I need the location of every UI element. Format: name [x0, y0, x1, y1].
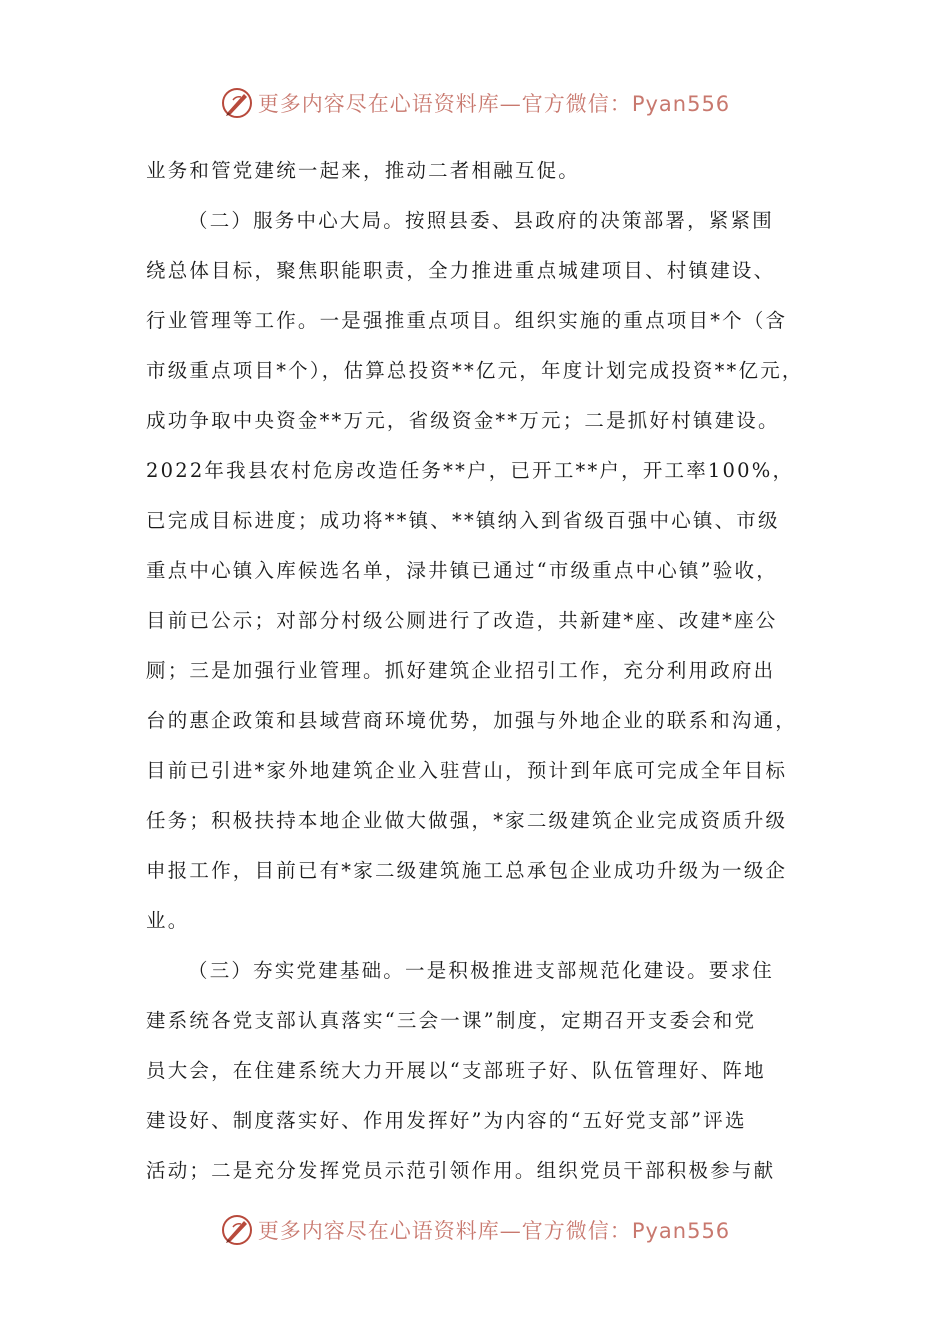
footer-watermark — [0, 1210, 950, 1250]
text-line: 台的惠企政策和县域营商环境优势，加强与外地企业的联系和沟通， — [146, 709, 798, 732]
text-line: 目前已公示；对部分村级公厕进行了改造，共新建*座、改建*座公 — [146, 609, 778, 632]
text-line: 活动；二是充分发挥党员示范引领作用。组织党员干部积极参与献 — [146, 1159, 776, 1182]
text-line: （三）夯实党建基础。一是积极推进支部规范化建设。要求住 — [188, 959, 774, 982]
watermark-text: 更多内容尽在心语资料库—官方微信：Pyan556 — [257, 1219, 731, 1243]
text-line: 任务；积极扶持本地企业做大做强，*家二级建筑企业完成资质升级 — [146, 809, 788, 832]
header-watermark — [0, 83, 950, 123]
pen-logo-icon — [220, 1213, 254, 1247]
text-line: 申报工作，目前已有*家二级建筑施工总承包企业成功升级为一级企 — [146, 859, 788, 882]
text-line: 建系统各党支部认真落实“三会一课”制度，定期召开支委会和党 — [146, 1009, 757, 1032]
text-line: 行业管理等工作。一是强推重点项目。组织实施的重点项目*个（含 — [146, 309, 788, 332]
text-line: 厕；三是加强行业管理。抓好建筑企业招引工作，充分利用政府出 — [146, 659, 776, 682]
text-line: 员大会，在住建系统大力开展以“支部班子好、队伍管理好、阵地 — [146, 1059, 766, 1082]
text-line: 成功争取中央资金**万元，省级资金**万元；二是抓好村镇建设。 — [146, 409, 780, 432]
pen-logo-icon — [220, 86, 254, 120]
text-line: 绕总体目标，聚焦职能职责，全力推进重点城建项目、村镇建设、 — [146, 259, 776, 282]
text-line: 2022年我县农村危房改造任务**户，已开工**户，开工率100%， — [146, 459, 795, 482]
text-line: 业。 — [146, 909, 190, 932]
document-body — [146, 146, 806, 1196]
text-line: 市级重点项目*个），估算总投资**亿元，年度计划完成投资**亿元， — [146, 359, 804, 382]
text-line: 业务和管党建统一起来，推动二者相融互促。 — [146, 159, 581, 182]
text-line: 建设好、制度落实好、作用发挥好”为内容的“五好党支部”评选 — [146, 1109, 747, 1132]
text-line: 目前已引进*家外地建筑企业入驻营山，预计到年底可完成全年目标 — [146, 759, 788, 782]
text-line: （二）服务中心大局。按照县委、县政府的决策部署，紧紧围 — [188, 209, 774, 232]
text-line: 重点中心镇入库候选名单，渌井镇已通过“市级重点中心镇”验收， — [146, 559, 778, 582]
watermark-text: 更多内容尽在心语资料库—官方微信：Pyan556 — [257, 92, 731, 116]
text-line: 已完成目标进度；成功将**镇、**镇纳入到省级百强中心镇、市级 — [146, 509, 780, 532]
